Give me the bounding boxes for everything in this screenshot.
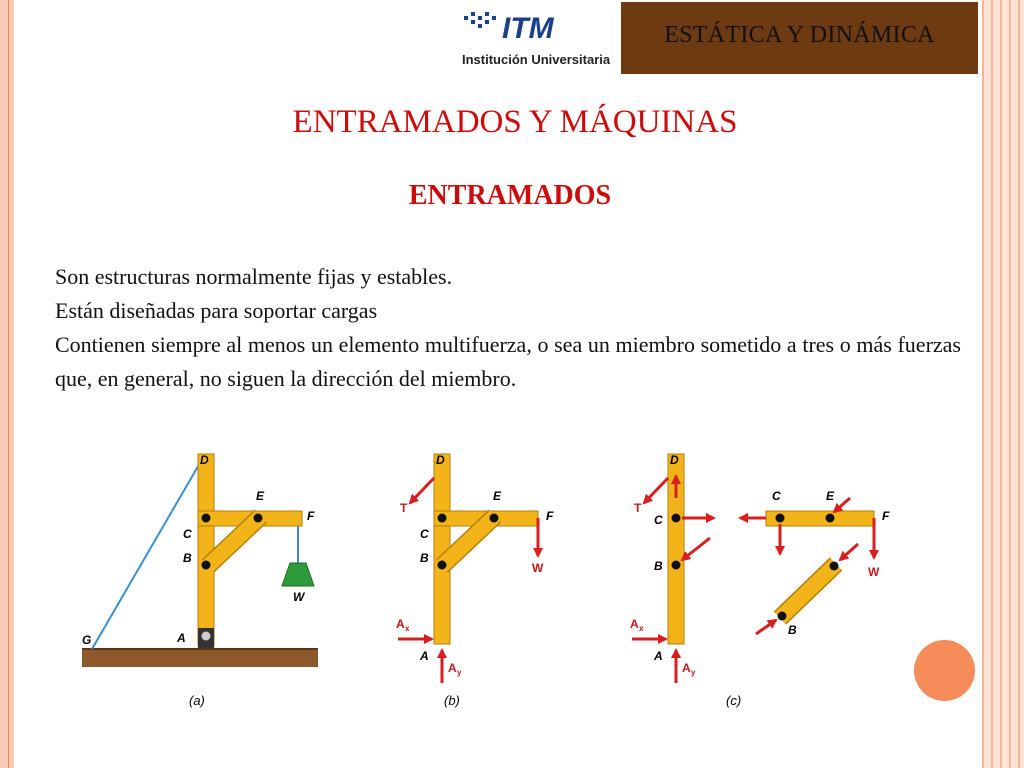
slide-subtitle: ENTRAMADOS (408, 180, 612, 211)
vertical-member (198, 454, 214, 646)
svg-text:C: C (183, 527, 192, 541)
svg-text:B: B (654, 559, 663, 573)
svg-text:y: y (457, 668, 462, 677)
svg-text:Institución Universitaria: Institución Universitaria (462, 52, 611, 67)
left-border-decoration (0, 0, 14, 768)
svg-text:W: W (868, 565, 880, 579)
svg-text:C: C (654, 513, 663, 527)
right-border-decoration (982, 0, 1024, 768)
force-t-b (410, 478, 434, 503)
svg-text:D: D (670, 453, 679, 467)
svg-text:A: A (420, 649, 429, 663)
svg-text:ITM: ITM (502, 12, 554, 45)
svg-text:A: A (682, 661, 691, 675)
svg-text:C: C (772, 489, 781, 503)
weight-w (282, 563, 314, 586)
paragraph-2: Están diseñadas para soportar cargas (55, 298, 378, 323)
caption-b: (b) (444, 693, 460, 708)
svg-text:F: F (307, 509, 315, 523)
course-header (621, 2, 978, 74)
svg-text:D: D (200, 453, 209, 467)
svg-text:A: A (630, 617, 639, 631)
frame-diagram (62, 438, 912, 728)
svg-text:D: D (436, 453, 445, 467)
course-title: ESTÁTICA Y DINÁMICA (664, 22, 935, 48)
diagonal-member-c (780, 564, 836, 618)
svg-text:B: B (183, 551, 192, 565)
svg-text:B: B (420, 551, 429, 565)
svg-text:C: C (420, 527, 429, 541)
svg-text:B: B (788, 623, 797, 637)
diagram-a (82, 453, 318, 708)
force-t-c (644, 478, 668, 503)
paragraph-1: Son estructuras normalmente fijas y estables. (55, 264, 453, 289)
diagram-c (630, 453, 890, 708)
svg-text:A: A (177, 631, 186, 645)
svg-text:E: E (826, 489, 835, 503)
svg-text:W: W (293, 590, 305, 604)
svg-text:E: E (256, 489, 265, 503)
caption-a: (a) (189, 693, 205, 708)
svg-text:A: A (396, 617, 405, 631)
svg-text:T: T (634, 501, 642, 515)
svg-text:y: y (691, 668, 696, 677)
slide-title: ENTRAMADOS Y MÁQUINAS (292, 104, 738, 140)
itm-logo (462, 4, 618, 72)
ground (82, 649, 318, 667)
svg-text:F: F (546, 509, 554, 523)
svg-text:x: x (405, 624, 410, 633)
svg-text:E: E (493, 489, 502, 503)
svg-text:W: W (532, 561, 544, 575)
slide-decoration-circle (914, 640, 975, 701)
svg-text:A: A (654, 649, 663, 663)
svg-text:x: x (639, 624, 644, 633)
svg-text:T: T (400, 501, 408, 515)
svg-text:A: A (448, 661, 457, 675)
paragraph-3: Contienen siempre al menos un elemento multifuerza, o sea un miembro sometido a tres o más fuerzas que, en general, no siguen la dirección del miembro. (55, 332, 961, 391)
caption-c: (c) (726, 693, 742, 708)
svg-text:F: F (882, 509, 890, 523)
svg-text:G: G (82, 633, 92, 647)
diagram-b (396, 453, 554, 708)
